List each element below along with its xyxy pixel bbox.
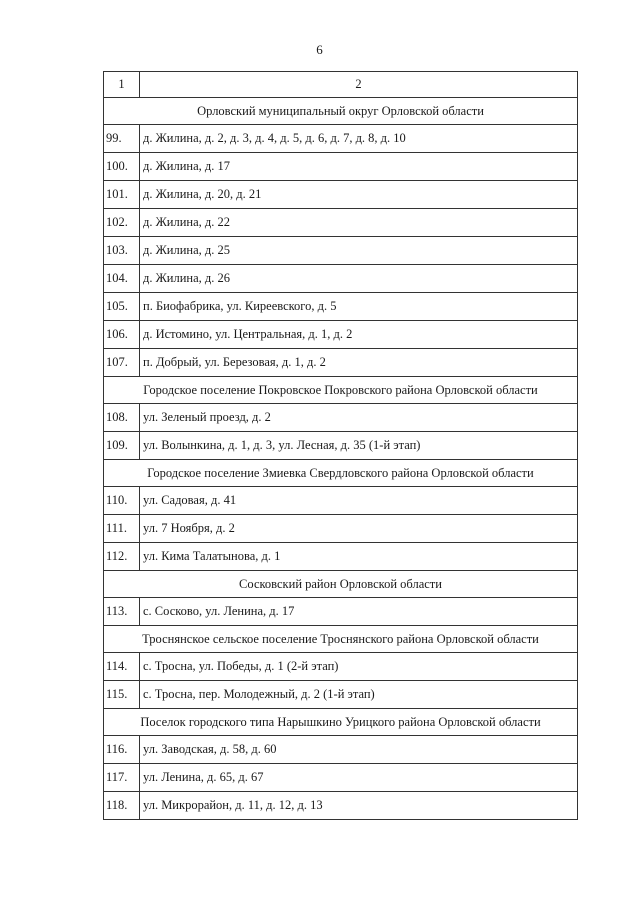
section-title: Городское поселение Покровское Покровского района Орловской области: [104, 377, 578, 404]
table-row: [104, 681, 578, 709]
header-col-2: 2: [140, 72, 578, 98]
section-header-row: [104, 98, 578, 125]
section-title: Сосковский район Орловской области: [104, 571, 578, 598]
row-number: 99.: [104, 125, 140, 153]
row-address: с. Тросна, пер. Молодежный, д. 2 (1-й этап): [140, 681, 578, 709]
row-address: д. Жилина, д. 20, д. 21: [140, 181, 578, 209]
section-title: Поселок городского типа Нарышкино Урицкого района Орловской области: [104, 709, 578, 736]
header-col-1: 1: [104, 72, 140, 98]
row-number: 111.: [104, 515, 140, 543]
row-address: ул. Микрорайон, д. 11, д. 12, д. 13: [140, 792, 578, 820]
table-row: [104, 653, 578, 681]
row-address: п. Биофабрика, ул. Киреевского, д. 5: [140, 293, 578, 321]
table-row: [104, 153, 578, 181]
row-address: п. Добрый, ул. Березовая, д. 1, д. 2: [140, 349, 578, 377]
row-number: 102.: [104, 209, 140, 237]
row-number: 104.: [104, 265, 140, 293]
table-header-row: [104, 72, 578, 98]
table-row: [104, 598, 578, 626]
section-header-row: [104, 709, 578, 736]
row-number: 101.: [104, 181, 140, 209]
row-number: 105.: [104, 293, 140, 321]
table-row: [104, 321, 578, 349]
row-number: 113.: [104, 598, 140, 626]
row-number: 115.: [104, 681, 140, 709]
table-row: [104, 736, 578, 764]
row-address: д. Истомино, ул. Центральная, д. 1, д. 2: [140, 321, 578, 349]
row-address: ул. Зеленый проезд, д. 2: [140, 404, 578, 432]
table-row: [104, 265, 578, 293]
table-row: [104, 432, 578, 460]
table-row: [104, 293, 578, 321]
row-address: ул. 7 Ноября, д. 2: [140, 515, 578, 543]
section-header-row: [104, 571, 578, 598]
table-row: [104, 515, 578, 543]
table-row: [104, 125, 578, 153]
table-row: [104, 792, 578, 820]
row-number: 114.: [104, 653, 140, 681]
page-number: 6: [316, 42, 323, 57]
table-row: [104, 764, 578, 792]
row-number: 110.: [104, 487, 140, 515]
row-number: 103.: [104, 237, 140, 265]
row-number: 109.: [104, 432, 140, 460]
section-title: Городское поселение Змиевка Свердловского района Орловской области: [104, 460, 578, 487]
address-table: [103, 71, 578, 820]
address-table-body: [104, 72, 578, 820]
table-row: [104, 181, 578, 209]
row-address: ул. Волынкина, д. 1, д. 3, ул. Лесная, д. 35 (1-й этап): [140, 432, 578, 460]
row-address: д. Жилина, д. 25: [140, 237, 578, 265]
table-row: [104, 487, 578, 515]
table-row: [104, 543, 578, 571]
section-title: Троснянское сельское поселение Троснянского района Орловской области: [104, 626, 578, 653]
table-row: [104, 209, 578, 237]
row-address: ул. Кима Талатынова, д. 1: [140, 543, 578, 571]
row-number: 100.: [104, 153, 140, 181]
row-number: 117.: [104, 764, 140, 792]
row-address: с. Тросна, ул. Победы, д. 1 (2-й этап): [140, 653, 578, 681]
table-row: [104, 237, 578, 265]
row-address: д. Жилина, д. 26: [140, 265, 578, 293]
row-address: ул. Ленина, д. 65, д. 67: [140, 764, 578, 792]
row-address: ул. Заводская, д. 58, д. 60: [140, 736, 578, 764]
row-number: 112.: [104, 543, 140, 571]
row-address: д. Жилина, д. 22: [140, 209, 578, 237]
section-header-row: [104, 626, 578, 653]
row-address: д. Жилина, д. 17: [140, 153, 578, 181]
row-number: 116.: [104, 736, 140, 764]
row-number: 106.: [104, 321, 140, 349]
table-row: [104, 349, 578, 377]
row-number: 118.: [104, 792, 140, 820]
row-address: ул. Садовая, д. 41: [140, 487, 578, 515]
row-address: с. Сосково, ул. Ленина, д. 17: [140, 598, 578, 626]
table-row: [104, 404, 578, 432]
section-header-row: [104, 377, 578, 404]
row-address: д. Жилина, д. 2, д. 3, д. 4, д. 5, д. 6, д. 7, д. 8, д. 10: [140, 125, 578, 153]
row-number: 108.: [104, 404, 140, 432]
section-title: Орловский муниципальный округ Орловской области: [104, 98, 578, 125]
row-number: 107.: [104, 349, 140, 377]
section-header-row: [104, 460, 578, 487]
